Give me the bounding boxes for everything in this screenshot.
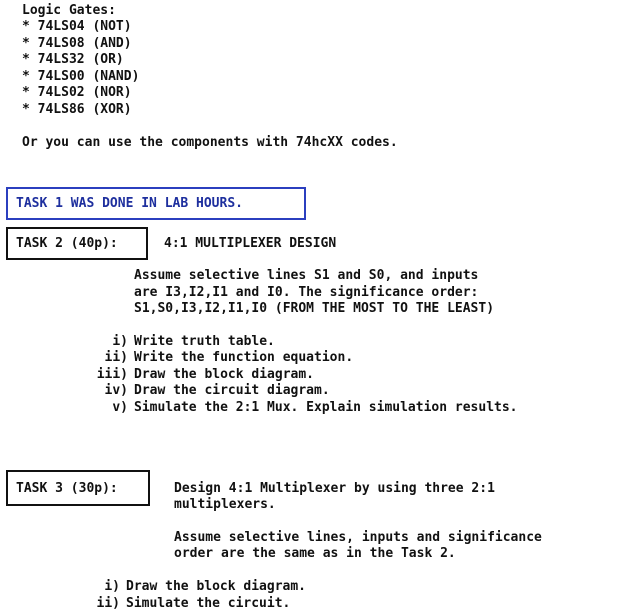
task3-description-line: order are the same as in the Task 2. [174, 546, 456, 561]
task2-description-line: are I3,I2,I1 and I0. The significance order: [134, 285, 479, 300]
task3-description-line: Assume selective lines, inputs and significance [174, 530, 542, 545]
task2-step-number: iii) [96, 367, 128, 382]
task3-step-number: i) [104, 579, 120, 594]
task2-step-number: v) [112, 400, 128, 415]
task2-description-line: Assume selective lines S1 and S0, and inputs [134, 268, 479, 283]
task2-step-number: i) [112, 334, 128, 349]
task2-label: TASK 2 (40p): [6, 227, 148, 260]
task1-label: TASK 1 WAS DONE IN LAB HOURS. [6, 187, 306, 220]
task2-step-text: Write the function equation. [134, 350, 354, 365]
gate-item-or: * 74LS32 (OR) [22, 52, 124, 67]
task3-title-line: Design 4:1 Multiplexer by using three 2:1 [174, 481, 495, 496]
gate-item-not: * 74LS04 (NOT) [22, 19, 132, 34]
task2-step-text: Write truth table. [134, 334, 275, 349]
task2-step-number: iv) [104, 383, 128, 398]
gates-heading: Logic Gates: [22, 3, 116, 18]
task3-title-line: multiplexers. [174, 497, 276, 512]
task2-step-text: Draw the circuit diagram. [134, 383, 330, 398]
task2-title: 4:1 MULTIPLEXER DESIGN [164, 236, 337, 251]
task3-step-text: Draw the block diagram. [126, 579, 307, 594]
task2-step-text: Draw the block diagram. [134, 367, 315, 382]
task2-step-number: ii) [104, 350, 128, 365]
gate-item-nand: * 74LS00 (NAND) [22, 69, 140, 84]
task3-label: TASK 3 (30p): [6, 470, 150, 506]
gate-item-xor: * 74LS86 (XOR) [22, 102, 132, 117]
gate-item-nor: * 74LS02 (NOR) [22, 85, 132, 100]
task2-step-text: Simulate the 2:1 Mux. Explain simulation results. [134, 400, 518, 415]
gate-item-and: * 74LS08 (AND) [22, 36, 132, 51]
task3-step-number: ii) [96, 596, 120, 611]
task2-description-line: S1,S0,I3,I2,I1,I0 (FROM THE MOST TO THE LEAST) [134, 301, 495, 316]
gates-note: Or you can use the components with 74hcXX codes. [22, 135, 398, 150]
task3-step-text: Simulate the circuit. [126, 596, 291, 611]
